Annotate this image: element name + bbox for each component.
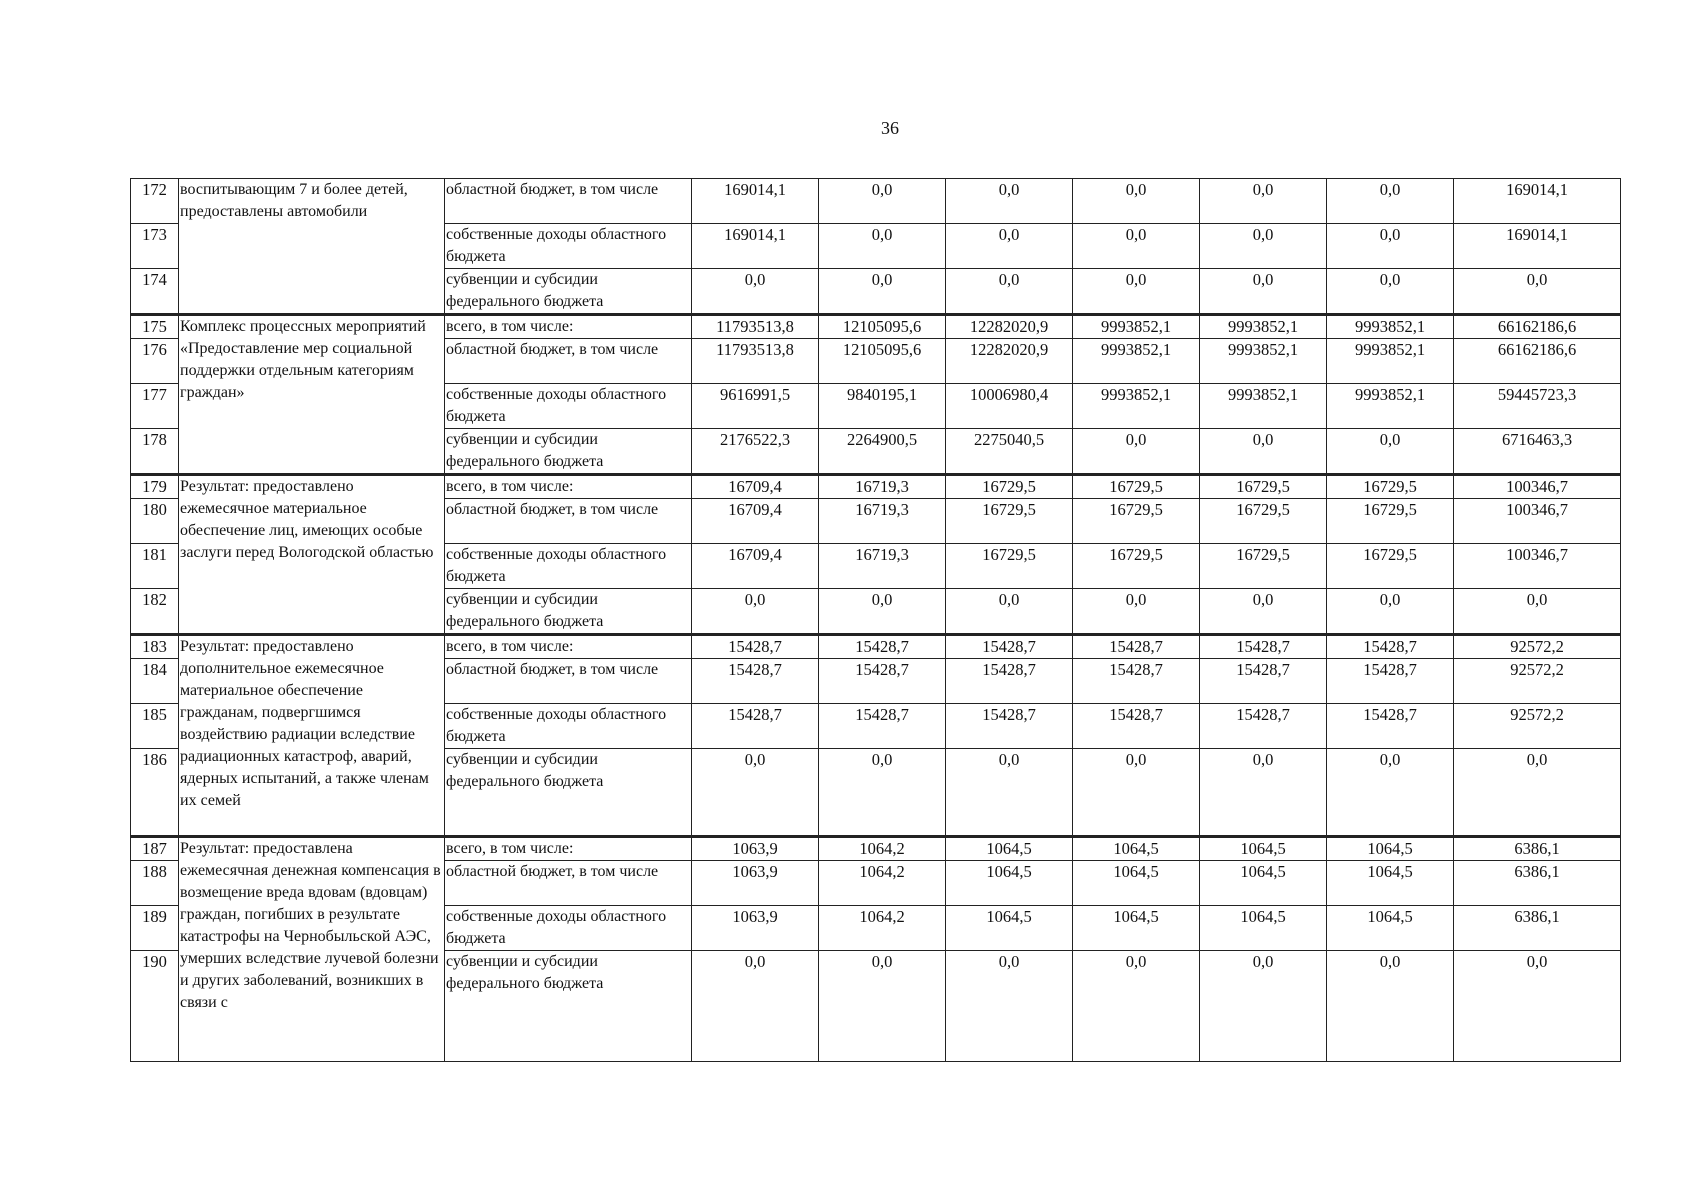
year-value: 169014,1 bbox=[692, 179, 819, 224]
row-number: 188 bbox=[131, 861, 179, 906]
funding-source: субвенции и субсидии федерального бюджета bbox=[445, 951, 692, 1062]
year-value: 16719,3 bbox=[819, 475, 946, 499]
funding-source: областной бюджет, в том числе bbox=[445, 499, 692, 544]
funding-source: областной бюджет, в том числе bbox=[445, 339, 692, 384]
year-value: 0,0 bbox=[946, 589, 1073, 635]
total-value: 0,0 bbox=[1454, 951, 1621, 1062]
table-row bbox=[131, 475, 1621, 499]
row-number: 174 bbox=[131, 269, 179, 315]
year-value: 0,0 bbox=[1073, 951, 1200, 1062]
year-value: 16729,5 bbox=[1200, 544, 1327, 589]
year-value: 12282020,9 bbox=[946, 339, 1073, 384]
year-value: 0,0 bbox=[1200, 749, 1327, 837]
total-value: 66162186,6 bbox=[1454, 339, 1621, 384]
year-value: 16729,5 bbox=[1200, 499, 1327, 544]
total-value: 100346,7 bbox=[1454, 499, 1621, 544]
row-number: 178 bbox=[131, 429, 179, 475]
year-value: 1063,9 bbox=[692, 837, 819, 861]
year-value: 0,0 bbox=[1200, 951, 1327, 1062]
year-value: 0,0 bbox=[819, 749, 946, 837]
year-value: 0,0 bbox=[692, 951, 819, 1062]
year-value: 10006980,4 bbox=[946, 384, 1073, 429]
total-value: 59445723,3 bbox=[1454, 384, 1621, 429]
row-number: 175 bbox=[131, 315, 179, 339]
funding-source: собственные доходы областного бюджета bbox=[445, 224, 692, 269]
year-value: 1064,5 bbox=[1073, 861, 1200, 906]
year-value: 15428,7 bbox=[1327, 659, 1454, 704]
total-value: 6386,1 bbox=[1454, 861, 1621, 906]
year-value: 1064,5 bbox=[946, 837, 1073, 861]
year-value: 0,0 bbox=[819, 179, 946, 224]
total-value: 169014,1 bbox=[1454, 224, 1621, 269]
year-value: 16729,5 bbox=[1200, 475, 1327, 499]
year-value: 9993852,1 bbox=[1327, 384, 1454, 429]
year-value: 1064,5 bbox=[1073, 837, 1200, 861]
measure-description: Результат: предоставлено ежемесячное материальное обеспечение лиц, имеющих особые заслуги перед Вологодской областью bbox=[179, 475, 445, 635]
year-value: 1064,5 bbox=[946, 906, 1073, 951]
row-number: 186 bbox=[131, 749, 179, 837]
funding-source: субвенции и субсидии федерального бюджета bbox=[445, 429, 692, 475]
year-value: 0,0 bbox=[1073, 429, 1200, 475]
year-value: 9993852,1 bbox=[1073, 339, 1200, 384]
year-value: 15428,7 bbox=[692, 704, 819, 749]
year-value: 0,0 bbox=[692, 589, 819, 635]
year-value: 15428,7 bbox=[946, 704, 1073, 749]
year-value: 16729,5 bbox=[1073, 475, 1200, 499]
table-row bbox=[131, 179, 1621, 224]
year-value: 0,0 bbox=[1327, 429, 1454, 475]
year-value: 9993852,1 bbox=[1073, 384, 1200, 429]
year-value: 0,0 bbox=[819, 589, 946, 635]
total-value: 92572,2 bbox=[1454, 635, 1621, 659]
year-value: 0,0 bbox=[1327, 269, 1454, 315]
total-value: 6386,1 bbox=[1454, 837, 1621, 861]
total-value: 6386,1 bbox=[1454, 906, 1621, 951]
year-value: 1064,2 bbox=[819, 861, 946, 906]
year-value: 15428,7 bbox=[946, 635, 1073, 659]
year-value: 0,0 bbox=[1327, 589, 1454, 635]
table-row bbox=[131, 315, 1621, 339]
funding-source: собственные доходы областного бюджета bbox=[445, 906, 692, 951]
year-value: 2264900,5 bbox=[819, 429, 946, 475]
year-value: 9993852,1 bbox=[1200, 384, 1327, 429]
measure-description: Результат: предоставлено дополнительное ежемесячное материальное обеспечение гражданам, подвергшимся воздействию радиации вследствие радиационных катастроф, аварий, ядерных испытаний, а также членам их семей bbox=[179, 635, 445, 837]
funding-source: собственные доходы областного бюджета bbox=[445, 384, 692, 429]
year-value: 16729,5 bbox=[1327, 475, 1454, 499]
year-value: 0,0 bbox=[1200, 429, 1327, 475]
year-value: 16729,5 bbox=[1327, 499, 1454, 544]
year-value: 0,0 bbox=[692, 749, 819, 837]
total-value: 6716463,3 bbox=[1454, 429, 1621, 475]
page-number: 36 bbox=[881, 118, 899, 138]
total-value: 0,0 bbox=[1454, 269, 1621, 315]
year-value: 1064,2 bbox=[819, 837, 946, 861]
year-value: 16729,5 bbox=[946, 544, 1073, 589]
funding-source: всего, в том числе: bbox=[445, 475, 692, 499]
year-value: 15428,7 bbox=[1327, 704, 1454, 749]
year-value: 0,0 bbox=[1200, 224, 1327, 269]
row-number: 181 bbox=[131, 544, 179, 589]
year-value: 9993852,1 bbox=[1327, 315, 1454, 339]
year-value: 1064,5 bbox=[1200, 837, 1327, 861]
row-number: 187 bbox=[131, 837, 179, 861]
year-value: 0,0 bbox=[1200, 589, 1327, 635]
row-number: 189 bbox=[131, 906, 179, 951]
year-value: 1064,5 bbox=[1200, 861, 1327, 906]
year-value: 0,0 bbox=[1073, 589, 1200, 635]
year-value: 0,0 bbox=[1327, 179, 1454, 224]
year-value: 12282020,9 bbox=[946, 315, 1073, 339]
funding-source: областной бюджет, в том числе bbox=[445, 861, 692, 906]
year-value: 15428,7 bbox=[819, 659, 946, 704]
funding-source: областной бюджет, в том числе bbox=[445, 179, 692, 224]
total-value: 169014,1 bbox=[1454, 179, 1621, 224]
row-number: 184 bbox=[131, 659, 179, 704]
total-value: 0,0 bbox=[1454, 589, 1621, 635]
row-number: 172 bbox=[131, 179, 179, 224]
funding-source: всего, в том числе: bbox=[445, 635, 692, 659]
year-value: 0,0 bbox=[946, 749, 1073, 837]
budget-table-body bbox=[131, 179, 1621, 1062]
budget-table bbox=[130, 178, 1621, 1062]
total-value: 92572,2 bbox=[1454, 704, 1621, 749]
year-value: 0,0 bbox=[1073, 749, 1200, 837]
year-value: 9840195,1 bbox=[819, 384, 946, 429]
year-value: 15428,7 bbox=[1073, 635, 1200, 659]
total-value: 100346,7 bbox=[1454, 544, 1621, 589]
year-value: 1064,5 bbox=[1200, 906, 1327, 951]
funding-source: всего, в том числе: bbox=[445, 837, 692, 861]
year-value: 15428,7 bbox=[692, 635, 819, 659]
year-value: 0,0 bbox=[1327, 224, 1454, 269]
total-value: 92572,2 bbox=[1454, 659, 1621, 704]
year-value: 1064,5 bbox=[1327, 906, 1454, 951]
year-value: 16729,5 bbox=[1073, 499, 1200, 544]
measure-description: Комплекс процессных мероприятий «Предоставление мер социальной поддержки отдельным категориям граждан» bbox=[179, 315, 445, 475]
year-value: 0,0 bbox=[946, 951, 1073, 1062]
year-value: 15428,7 bbox=[692, 659, 819, 704]
row-number: 190 bbox=[131, 951, 179, 1062]
year-value: 9993852,1 bbox=[1073, 315, 1200, 339]
year-value: 15428,7 bbox=[1073, 704, 1200, 749]
year-value: 1064,5 bbox=[1327, 837, 1454, 861]
row-number: 179 bbox=[131, 475, 179, 499]
year-value: 15428,7 bbox=[946, 659, 1073, 704]
funding-source: областной бюджет, в том числе bbox=[445, 659, 692, 704]
funding-source: собственные доходы областного бюджета bbox=[445, 544, 692, 589]
total-value: 66162186,6 bbox=[1454, 315, 1621, 339]
year-value: 2275040,5 bbox=[946, 429, 1073, 475]
year-value: 9993852,1 bbox=[1327, 339, 1454, 384]
year-value: 15428,7 bbox=[1200, 635, 1327, 659]
year-value: 9993852,1 bbox=[1200, 315, 1327, 339]
row-number: 180 bbox=[131, 499, 179, 544]
row-number: 173 bbox=[131, 224, 179, 269]
year-value: 15428,7 bbox=[1200, 704, 1327, 749]
year-value: 0,0 bbox=[1200, 179, 1327, 224]
year-value: 0,0 bbox=[946, 269, 1073, 315]
year-value: 2176522,3 bbox=[692, 429, 819, 475]
year-value: 15428,7 bbox=[819, 635, 946, 659]
year-value: 16709,4 bbox=[692, 544, 819, 589]
row-number: 182 bbox=[131, 589, 179, 635]
year-value: 12105095,6 bbox=[819, 339, 946, 384]
year-value: 15428,7 bbox=[1327, 635, 1454, 659]
year-value: 0,0 bbox=[1073, 269, 1200, 315]
year-value: 16709,4 bbox=[692, 499, 819, 544]
year-value: 15428,7 bbox=[819, 704, 946, 749]
year-value: 0,0 bbox=[946, 224, 1073, 269]
year-value: 1064,5 bbox=[946, 861, 1073, 906]
year-value: 1064,2 bbox=[819, 906, 946, 951]
year-value: 169014,1 bbox=[692, 224, 819, 269]
row-number: 183 bbox=[131, 635, 179, 659]
year-value: 16729,5 bbox=[1073, 544, 1200, 589]
row-number: 185 bbox=[131, 704, 179, 749]
year-value: 1064,5 bbox=[1073, 906, 1200, 951]
year-value: 0,0 bbox=[819, 951, 946, 1062]
year-value: 0,0 bbox=[1327, 951, 1454, 1062]
year-value: 0,0 bbox=[819, 269, 946, 315]
funding-source: субвенции и субсидии федерального бюджета bbox=[445, 749, 692, 837]
year-value: 16719,3 bbox=[819, 544, 946, 589]
year-value: 0,0 bbox=[1073, 179, 1200, 224]
year-value: 1064,5 bbox=[1327, 861, 1454, 906]
funding-source: субвенции и субсидии федерального бюджета bbox=[445, 269, 692, 315]
table-row bbox=[131, 635, 1621, 659]
year-value: 0,0 bbox=[1200, 269, 1327, 315]
row-number: 177 bbox=[131, 384, 179, 429]
year-value: 16709,4 bbox=[692, 475, 819, 499]
year-value: 16719,3 bbox=[819, 499, 946, 544]
year-value: 16729,5 bbox=[946, 499, 1073, 544]
year-value: 0,0 bbox=[692, 269, 819, 315]
year-value: 16729,5 bbox=[946, 475, 1073, 499]
year-value: 9616991,5 bbox=[692, 384, 819, 429]
year-value: 0,0 bbox=[1327, 749, 1454, 837]
year-value: 16729,5 bbox=[1327, 544, 1454, 589]
year-value: 9993852,1 bbox=[1200, 339, 1327, 384]
row-number: 176 bbox=[131, 339, 179, 384]
year-value: 1063,9 bbox=[692, 861, 819, 906]
measure-description: воспитывающим 7 и более детей, предоставлены автомобили bbox=[179, 179, 445, 315]
funding-source: субвенции и субсидии федерального бюджета bbox=[445, 589, 692, 635]
total-value: 100346,7 bbox=[1454, 475, 1621, 499]
year-value: 15428,7 bbox=[1073, 659, 1200, 704]
year-value: 15428,7 bbox=[1200, 659, 1327, 704]
table-row bbox=[131, 837, 1621, 861]
measure-description: Результат: предоставлена ежемесячная денежная компенсация в возмещение вреда вдовам (вдовцам) граждан, погибших в результате катастрофы на Чернобыльской АЭС, умерших вследствие лучевой болезни и других заболеваний, возникших в связи с bbox=[179, 837, 445, 1062]
year-value: 1063,9 bbox=[692, 906, 819, 951]
year-value: 11793513,8 bbox=[692, 339, 819, 384]
year-value: 0,0 bbox=[946, 179, 1073, 224]
year-value: 0,0 bbox=[819, 224, 946, 269]
funding-source: собственные доходы областного бюджета bbox=[445, 704, 692, 749]
year-value: 0,0 bbox=[1073, 224, 1200, 269]
funding-source: всего, в том числе: bbox=[445, 315, 692, 339]
total-value: 0,0 bbox=[1454, 749, 1621, 837]
year-value: 12105095,6 bbox=[819, 315, 946, 339]
year-value: 11793513,8 bbox=[692, 315, 819, 339]
